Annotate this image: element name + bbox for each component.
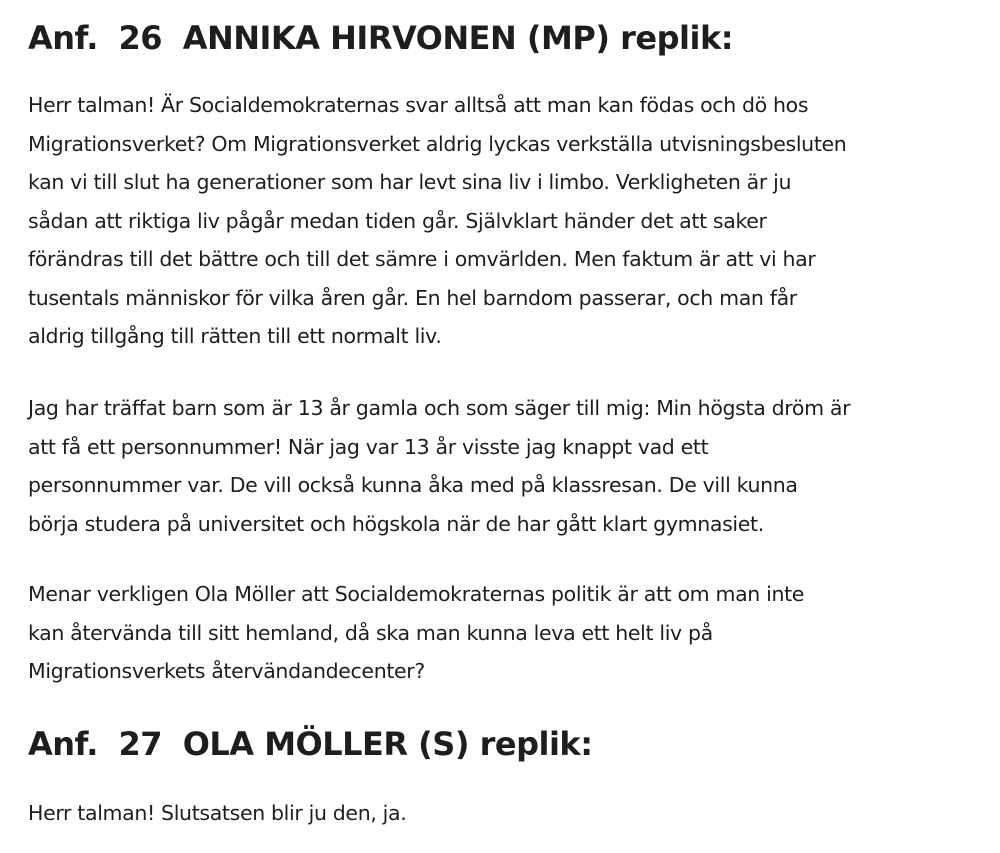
text-line: Migrationsverkets återvändandecenter? <box>28 659 425 683</box>
speech-heading <box>28 724 593 764</box>
text-line: förändras till det bättre och till det sämre i omvärlden. Men faktum är att vi har <box>28 247 816 271</box>
speech-paragraph <box>28 794 978 833</box>
text-line: personnummer var. De vill också kunna åka med på klassresan. De vill kunna <box>28 473 798 497</box>
speaker-name: ANNIKA HIRVONEN (MP) replik: <box>182 19 734 57</box>
text-line: aldrig tillgång till rätten till ett normalt liv. <box>28 324 442 348</box>
speech-heading <box>28 18 733 58</box>
text-line: kan återvända till sitt hemland, då ska man kunna leva ett helt liv på <box>28 620 713 645</box>
text-line: Herr talman! Är Socialdemokraternas svar alltså att man kan födas och dö hos <box>28 93 809 117</box>
text-line: sådan att riktiga liv pågår medan tiden går. Självklart händer det att saker <box>28 208 767 233</box>
anf-label: Anf. <box>28 19 98 57</box>
text-line: Jag har träffat barn som är 13 år gamla och som säger till mig: Min högsta dröm är <box>28 396 851 420</box>
anf-label: Anf. <box>28 725 98 763</box>
speaker-name: OLA MÖLLER (S) replik: <box>182 725 593 763</box>
speech-paragraph <box>28 575 978 691</box>
text-line: att få ett personnummer! När jag var 13 år visste jag knappt vad ett <box>28 434 709 459</box>
text-line: Herr talman! Slutsatsen blir ju den, ja. <box>28 801 407 825</box>
text-line: Menar verkligen Ola Möller att Socialdemokraternas politik är att om man inte <box>28 582 805 606</box>
speech-paragraph <box>28 86 978 356</box>
text-line: kan vi till slut ha generationer som har levt sina liv i limbo. Verkligheten är ju <box>28 170 792 194</box>
anf-number: 27 <box>118 725 163 763</box>
speech-paragraph <box>28 389 978 543</box>
text-line: Migrationsverket? Om Migrationsverket aldrig lyckas verkställa utvisningsbesluten <box>28 131 847 156</box>
text-line: tusentals människor för vilka åren går. En hel barndom passerar, och man får <box>28 285 797 310</box>
text-line: börja studera på universitet och högskola när de har gått klart gymnasiet. <box>28 511 764 536</box>
anf-number: 26 <box>118 19 163 57</box>
